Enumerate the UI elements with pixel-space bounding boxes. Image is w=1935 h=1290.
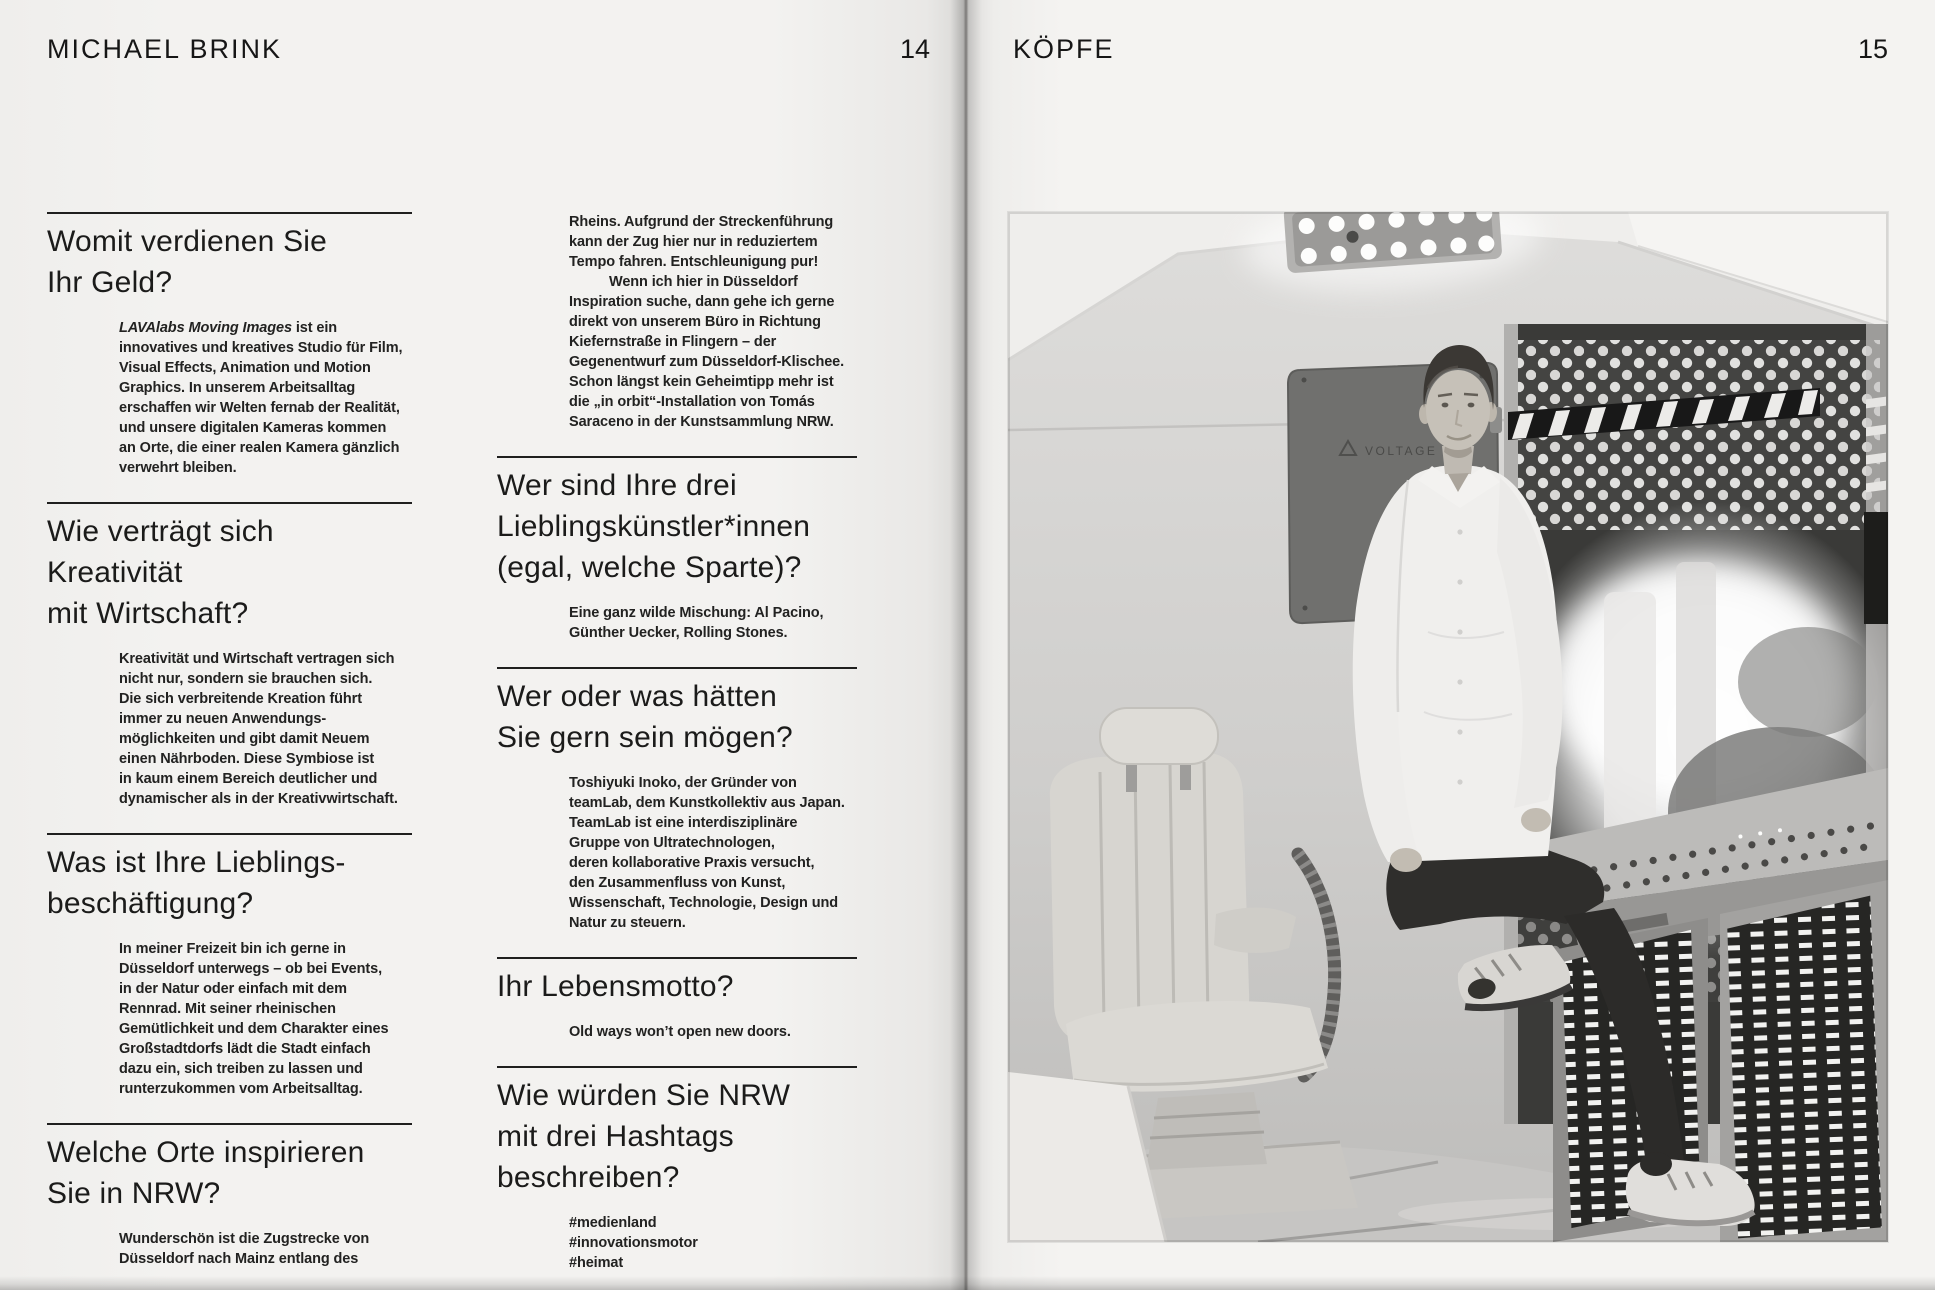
question-line: Wer sind Ihre drei (497, 469, 737, 502)
answer-text (497, 603, 857, 643)
page-number-left: 14 (899, 34, 930, 64)
question-line: mit Wirtschaft? (47, 597, 249, 630)
answer-line: Wunderschön ist die Zugstrecke von (119, 1231, 370, 1247)
qa-block (497, 456, 857, 643)
answer-line: Eine ganz wilde Mischung: Al Pacino, (569, 605, 824, 621)
question-line: (egal, welche Sparte)? (497, 551, 802, 584)
answer-line: Rennrad. Mit seiner rheinischen (119, 1001, 336, 1017)
answer-line: nicht nur, sondern sie brauchen sich. (119, 671, 373, 687)
question-rule (47, 1123, 412, 1125)
answer-text (47, 1229, 412, 1269)
answer-line: #heimat (569, 1255, 624, 1271)
answer-line: Gegenentwurf zum Düsseldorf-Klischee. (569, 354, 845, 370)
answer-line: teamLab, dem Kunstkollektiv aus Japan. (569, 795, 845, 811)
answer-line: Toshiyuki Inoko, der Gründer von (569, 775, 797, 791)
question-line: beschreiben? (497, 1161, 680, 1194)
answer-line: Wissenschaft, Technologie, Design und (569, 895, 839, 911)
answer-line: #innovationsmotor (569, 1235, 698, 1251)
answer-line: möglichkeiten und gibt damit Neuem (119, 731, 370, 747)
answer-line: Rheins. Aufgrund der Streckenführung (569, 214, 834, 230)
answer-line: Tempo fahren. Entschleunigung pur! (569, 254, 819, 270)
answer-line: einen Nährboden. Diese Symbiose ist (119, 751, 375, 767)
question-line: Womit verdienen Sie (47, 225, 328, 258)
answer-text (497, 773, 857, 933)
question-line: Sie gern sein mögen? (497, 721, 793, 754)
answer-text (497, 1213, 857, 1273)
qa-block (47, 212, 412, 478)
answer-line: TeamLab ist eine interdisziplinäre (569, 815, 798, 831)
question-line: Welche Orte inspirieren (47, 1136, 365, 1169)
question-line: Ihr Geld? (47, 266, 173, 299)
voltage-text: VOLTAGE (1365, 444, 1438, 458)
question-rule (47, 833, 412, 835)
answer-line: Kiefernstraße in Flingern – der (569, 334, 777, 350)
question-rule (47, 502, 412, 504)
answer-line: Gruppe von Ultratechnologen, (569, 835, 775, 851)
running-head-author: MICHAEL BRINK (47, 34, 283, 64)
question-line: Kreativität (47, 556, 183, 589)
page-number-right: 15 (1857, 34, 1888, 64)
answer-line: in der Natur oder einfach mit dem (119, 981, 347, 997)
answer-line: Graphics. In unserem Arbeitsalltag (119, 380, 356, 396)
answer-line: Old ways won’t open new doors. (569, 1024, 791, 1040)
question-line: Lieblingskünstler*innen (497, 510, 811, 543)
answer-line: die „in orbit“-Installation von Tomás (569, 394, 815, 410)
answer-line: Düsseldorf unterwegs – ob bei Events, (119, 961, 382, 977)
answer-line: Inspiration suche, dann gehe ich gerne (569, 294, 835, 310)
page-left (0, 0, 965, 1290)
answer-line: den Zusammenfluss von Kunst, (569, 875, 786, 891)
question-line: Wer oder was hätten (497, 680, 778, 713)
question-text (497, 1075, 857, 1198)
answer-line: Kreativität und Wirtschaft vertragen sich (119, 651, 395, 667)
question-text (497, 966, 857, 1007)
question-rule (497, 957, 857, 959)
answer-line: verwehrt bleiben. (119, 460, 237, 476)
answer-text (497, 212, 857, 432)
running-head-section: KÖPFE (1013, 34, 1115, 64)
answer-text (47, 939, 412, 1099)
qa-block (497, 957, 857, 1042)
question-rule (497, 456, 857, 458)
answer-line: dazu ein, sich treiben zu lassen und (119, 1061, 363, 1077)
question-text (497, 465, 857, 588)
answer-line: Saraceno in der Kunstsammlung NRW. (569, 414, 834, 430)
question-text (47, 1132, 412, 1214)
answer-line: Visual Effects, Animation und Motion (119, 360, 371, 376)
question-line: Sie in NRW? (47, 1177, 221, 1210)
answer-line: immer zu neuen Anwendungs- (119, 711, 327, 727)
question-line: Wie verträgt sich (47, 515, 274, 548)
qa-block (497, 1066, 857, 1273)
qa-block (497, 667, 857, 933)
answer-line: innovatives und kreatives Studio für Film, (119, 340, 403, 356)
answer-line: Düsseldorf nach Mainz entlang des (119, 1251, 359, 1267)
answer-line: Günther Uecker, Rolling Stones. (569, 625, 788, 641)
answer-line: Großstadtdorfs lädt die Stadt einfach (119, 1041, 371, 1057)
continued-answer-block (497, 212, 857, 432)
answer-line: Natur zu steuern. (569, 915, 686, 931)
answer-line: und unsere digitalen Kameras kommen (119, 420, 387, 436)
answer-line: erschaffen wir Welten fernab der Realität, (119, 400, 400, 416)
answer-line: In meiner Freizeit bin ich gerne in (119, 941, 346, 957)
question-line: Ihr Lebensmotto? (497, 970, 734, 1003)
question-rule (497, 1066, 857, 1068)
answer-line: dynamischer als in der Kreativwirtschaft. (119, 791, 398, 807)
answer-line: Wenn ich hier in Düsseldorf (609, 274, 798, 290)
page-right (965, 0, 1935, 1290)
answer-line: direkt von unserem Büro in Richtung (569, 314, 821, 330)
qa-column-1 (47, 212, 412, 1290)
answer-line: runterzukommen vom Arbeitsalltag. (119, 1081, 363, 1097)
question-line: mit drei Hashtags (497, 1120, 734, 1153)
answer-line: in kaum einem Bereich deutlicher und (119, 771, 378, 787)
question-text (47, 221, 412, 303)
portrait-photo (1008, 212, 1888, 1242)
question-rule (497, 667, 857, 669)
question-line: Was ist Ihre Lieblings- (47, 846, 346, 879)
answer-line: deren kollaborative Praxis versucht, (569, 855, 815, 871)
answer-line: an Orte, die einer realen Kamera gänzlich (119, 440, 400, 456)
qa-block (47, 833, 412, 1099)
question-line: beschäftigung? (47, 887, 254, 920)
answer-text (47, 318, 412, 478)
question-line: Wie würden Sie NRW (497, 1079, 791, 1112)
answer-text (47, 649, 412, 809)
italic-company-name: LAVAlabs Moving Images (119, 320, 292, 336)
qa-block (47, 502, 412, 809)
answer-line: LAVAlabs Moving Images ist ein (119, 320, 338, 336)
answer-line: kann der Zug hier nur in reduziertem (569, 234, 818, 250)
question-text (47, 842, 412, 924)
qa-block (47, 1123, 412, 1269)
answer-line: Die sich verbreitende Kreation führt (119, 691, 362, 707)
answer-line: Gemütlichkeit und dem Charakter eines (119, 1021, 389, 1037)
question-text (497, 676, 857, 758)
answer-line: Schon längst kein Geheimtipp mehr ist (569, 374, 834, 390)
answer-line: #medienland (569, 1215, 657, 1231)
question-rule (47, 212, 412, 214)
qa-column-2 (497, 212, 857, 1290)
question-text (47, 511, 412, 634)
answer-text (497, 1022, 857, 1042)
